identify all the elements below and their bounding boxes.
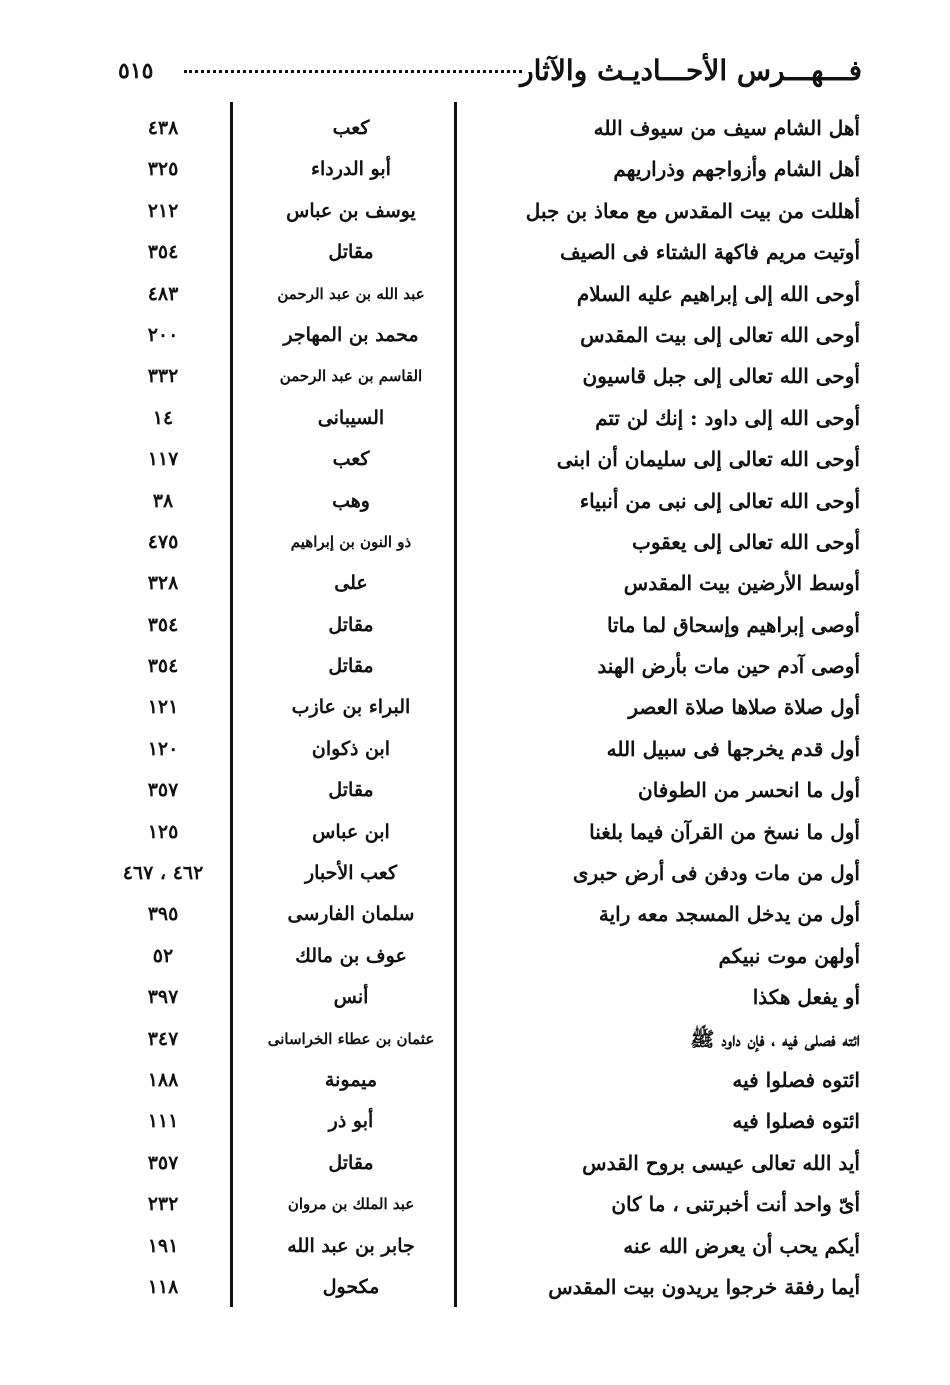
narrator-name: مقاتل	[328, 613, 374, 636]
index-row	[100, 770, 860, 811]
narrator-name: يوسف بن عباس	[286, 199, 416, 222]
index-row	[100, 149, 860, 190]
narrator-name: السيبانى	[317, 406, 385, 429]
page-reference: ٢٠٠	[147, 323, 179, 346]
index-row	[100, 1226, 860, 1267]
page-reference: ٤٦٢ ، ٤٦٧	[122, 862, 204, 885]
page-reference: ٣٢٥	[147, 158, 179, 181]
narrator-name: عبد الله بن عبد الرحمن	[277, 284, 425, 303]
narrator-name: محمد بن المهاجر	[283, 323, 419, 346]
index-row	[100, 191, 860, 232]
index-row	[100, 481, 860, 522]
index-row	[100, 605, 860, 646]
page-reference: ٣٥٧	[147, 1151, 179, 1174]
page-reference: ٣٥٤	[147, 655, 179, 678]
hadith-text: أهل الشام وأزواجهم وذراريهم	[613, 157, 860, 182]
hadith-text: أوحى الله إلى إبراهيم عليه السلام	[576, 281, 860, 306]
index-row	[100, 1019, 860, 1060]
page-reference: ٣٥٤	[147, 241, 179, 264]
page-reference: ٣٩٥	[147, 903, 179, 926]
index-row	[100, 1060, 860, 1101]
index-row	[100, 1143, 860, 1184]
page-reference: ٣٣٢	[147, 365, 179, 388]
index-row	[100, 687, 860, 728]
page-reference: ١٢١	[147, 696, 179, 719]
narrator-name: البراء بن عازب	[291, 696, 411, 719]
hadith-text: أيما رفقة خرجوا يريدون بيت المقدس	[548, 1274, 860, 1299]
hadith-text: أولهن موت نبيكم	[718, 943, 860, 968]
dotted-leader	[184, 70, 522, 73]
hadith-text: أوحى الله تعالى إلى سليمان أن ابنى	[556, 447, 860, 472]
hadith-text: أوسط الأرضين بيت المقدس	[623, 571, 860, 596]
hadith-text: أوصى إبراهيم وإسحاق لما ماتا	[606, 612, 860, 637]
narrator-name: أبو الدرداء	[311, 158, 391, 181]
page-reference: ١١٨	[147, 1275, 179, 1298]
narrator-name: مقاتل	[328, 779, 374, 802]
hadith-text: أوحى الله إلى داود : إنك لن تتم	[595, 405, 860, 430]
index-row	[100, 356, 860, 397]
page-reference: ٤٨٣	[147, 282, 179, 305]
page-reference: ٤٧٥	[147, 530, 179, 553]
hadith-text: أو يفعل هكذا	[752, 985, 860, 1010]
page-reference: ١٢٠	[147, 737, 179, 760]
hadith-text: أول من يدخل المسجد معه راية	[598, 902, 860, 927]
narrator-name: أنس	[333, 986, 369, 1009]
index-row	[100, 812, 860, 853]
hadith-text: أوتيت مريم فاكهة الشتاء فى الصيف	[560, 240, 860, 265]
page-number: ٥١٥	[118, 58, 154, 84]
page-reference: ٣٩٧	[147, 986, 179, 1009]
narrator-name: ميمونة	[324, 1068, 378, 1091]
page-header	[110, 48, 862, 94]
page-reference: ١٩١	[147, 1234, 179, 1257]
narrator-name: كعب الأحبار	[304, 862, 398, 885]
narrator-name: عبد الملك بن مروان	[287, 1195, 415, 1214]
narrator-name: ذو النون بن إبراهيم	[290, 532, 412, 551]
page-reference: ٢٣٢	[147, 1193, 179, 1216]
narrator-name: كعب	[332, 448, 370, 471]
hadith-text: أول ما انحسر من الطوفان	[638, 778, 860, 803]
hadith-text: ائتوه فصلوا فيه	[732, 1067, 860, 1092]
narrator-name: على	[334, 572, 368, 595]
hadith-text: أول صلاة صلاها صلاة العصر	[628, 695, 860, 720]
index-row	[100, 398, 860, 439]
index-row	[100, 315, 860, 356]
page-reference: ١٢٥	[147, 820, 179, 843]
hadith-text: أوحى الله تعالى إلى بيت المقدس	[580, 322, 860, 347]
narrator-name: عوف بن مالك	[295, 944, 407, 967]
hadith-text: ائتوه فصلوا فيه	[732, 1109, 860, 1134]
page-reference: ٥٢	[152, 944, 174, 967]
narrator-name: سلمان الفارسى	[287, 903, 415, 926]
index-row	[100, 274, 860, 315]
index-row	[100, 439, 860, 480]
hadith-text: أهل الشام سيف من سيوف الله	[593, 116, 860, 140]
page-reference: ١٨٨	[147, 1068, 179, 1091]
narrator-name: أبو ذر	[328, 1110, 374, 1133]
hadith-text: أوحى الله تعالى إلى يعقوب	[632, 529, 860, 554]
index-row	[100, 646, 860, 687]
index-row	[100, 108, 860, 149]
index-row	[100, 522, 860, 563]
index-row	[100, 1267, 860, 1308]
narrator-name: وهب	[332, 489, 370, 512]
page-reference: ١٤	[152, 406, 174, 429]
hadith-text: أوحى الله تعالى إلى نبى من أنبياء	[579, 488, 860, 513]
page-reference: ١١٧	[147, 448, 179, 471]
page-reference: ٣٤٧	[147, 1027, 179, 1050]
hadith-text: أىّ واحد أنت أخبرتنى ، ما كان	[611, 1192, 860, 1217]
index-row	[100, 729, 860, 770]
page-reference: ١١١	[147, 1110, 179, 1133]
narrator-name: جابر بن عبد الله	[287, 1234, 415, 1257]
index-row	[100, 894, 860, 935]
page-reference: ٣٨	[152, 489, 174, 512]
index-entries	[100, 108, 860, 1308]
index-row	[100, 936, 860, 977]
hadith-text: أول ما نسخ من القرآن فيما بلغنا	[589, 819, 860, 844]
narrator-name: كعب	[332, 117, 370, 139]
page-reference: ٢١٢	[147, 199, 179, 222]
narrator-name: القاسم بن عبد الرحمن	[279, 367, 423, 386]
hadith-text: أوحى الله تعالى إلى جبل قاسيون	[582, 364, 860, 389]
narrator-name: عثمان بن عطاء الخراسانى	[267, 1029, 435, 1048]
hadith-text: أول من مات ودفن فى أرض حبرى	[572, 861, 860, 886]
index-row	[100, 1184, 860, 1225]
narrator-name: مكحول	[322, 1275, 380, 1298]
hadith-text: أول قدم يخرجها فى سبيل الله	[606, 736, 860, 761]
page-reference: ٣٥٤	[147, 613, 179, 636]
index-title: فـــهـــرس الأحـــاديـث والآثار	[520, 54, 862, 87]
index-row	[100, 853, 860, 894]
hadith-text: ائته فصلى فيه ، فإن داود ﷺ	[690, 1026, 860, 1051]
hadith-text: أيد الله تعالى عيسى بروح القدس	[582, 1150, 860, 1175]
hadith-text: أيكم يحب أن يعرض الله عنه	[623, 1233, 860, 1258]
hadith-text: أهللت من بيت المقدس مع معاذ بن جبل	[525, 198, 860, 223]
index-row	[100, 977, 860, 1018]
narrator-name: مقاتل	[328, 655, 374, 678]
index-row	[100, 1101, 860, 1142]
index-row	[100, 563, 860, 604]
narrator-name: مقاتل	[328, 1151, 374, 1174]
index-row	[100, 232, 860, 273]
narrator-name: ابن عباس	[312, 820, 390, 843]
page-reference: ٤٣٨	[147, 117, 179, 139]
narrator-name: مقاتل	[328, 241, 374, 264]
hadith-text: أوصى آدم حين مات بأرض الهند	[597, 654, 860, 679]
page-reference: ٣٥٧	[147, 779, 179, 802]
page-reference: ٣٢٨	[147, 572, 179, 595]
narrator-name: ابن ذكوان	[311, 737, 391, 760]
